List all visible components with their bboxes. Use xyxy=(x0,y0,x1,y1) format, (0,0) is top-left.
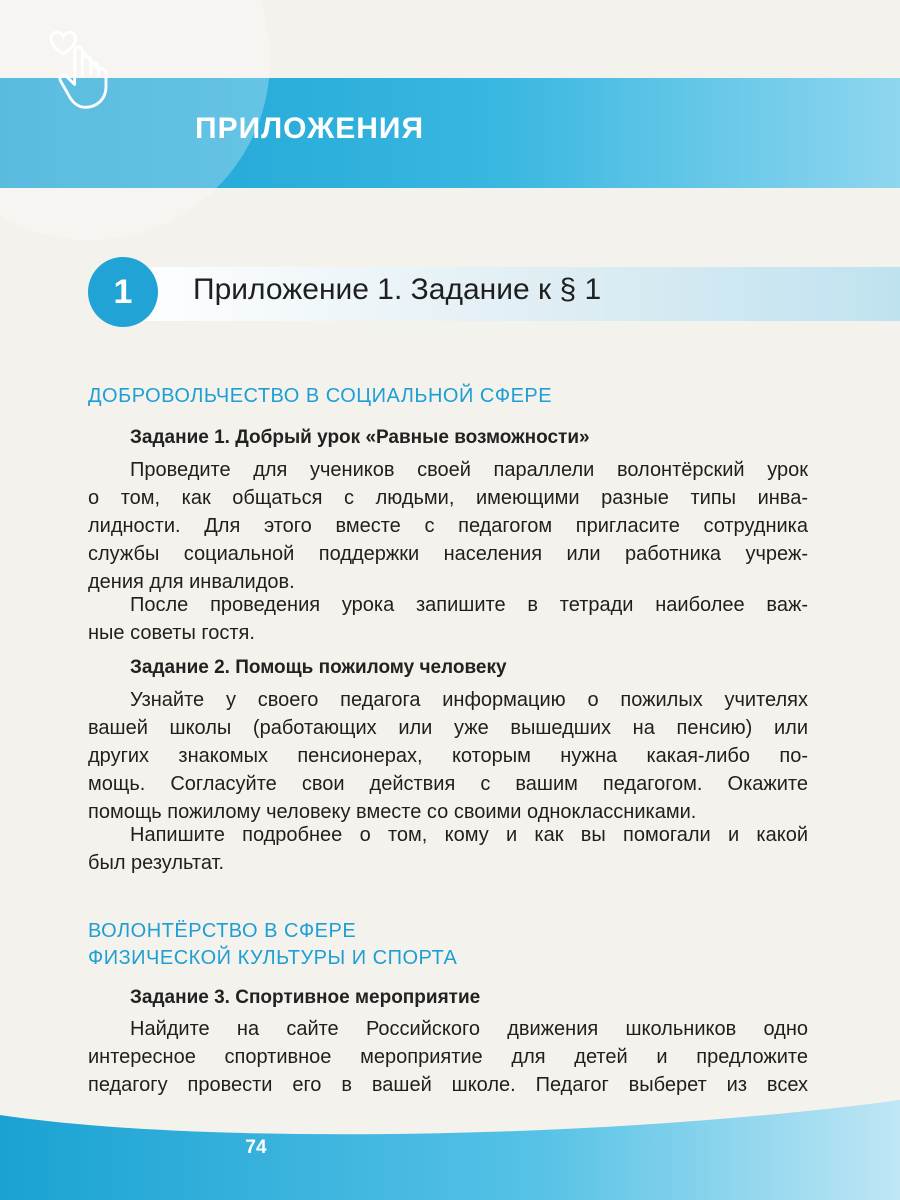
category-heading-line: ФИЗИЧЕСКОЙ КУЛЬТУРЫ И СПОРТА xyxy=(88,947,458,969)
category-heading-line: ВОЛОНТЁРСТВО В СФЕРЕ xyxy=(88,920,357,942)
appendix-heading xyxy=(88,257,900,331)
text-line: мощь. Согласуйте свои действия с вашим педагогом. Окажите xyxy=(88,773,808,795)
task-paragraph xyxy=(88,591,808,647)
text-line: был результат. xyxy=(88,852,225,874)
text-line: Найдите на сайте Российского движения школьников одно xyxy=(130,1018,808,1040)
text-line: интересное спортивное мероприятие для детей и предложите xyxy=(88,1046,808,1068)
task-title: Задание 3. Спортивное мероприятие xyxy=(130,987,481,1008)
task-paragraph xyxy=(88,456,808,596)
footer-wave xyxy=(0,1100,900,1200)
task-paragraph xyxy=(88,1015,808,1099)
text-line: службы социальной поддержки населения или работника учреж- xyxy=(88,543,808,565)
task-paragraph xyxy=(88,686,808,826)
page-number: 74 xyxy=(245,1137,267,1158)
text-line: Проведите для учеников своей параллели волонтёрский урок xyxy=(130,459,808,481)
text-line: педагогу провести его в вашей школе. Педагог выберет из всех xyxy=(88,1074,808,1096)
text-line: помощь пожилому человеку вместе со своими одноклассниками. xyxy=(88,801,697,823)
category-heading-line: ДОБРОВОЛЬЧЕСТВО В СОЦИАЛЬНОЙ СФЕРЕ xyxy=(88,385,553,407)
appendix-title: Приложение 1. Задание к § 1 xyxy=(193,273,602,306)
hand-heart-icon xyxy=(30,18,125,113)
text-line: ные советы гостя. xyxy=(88,622,255,644)
text-line: лидности. Для этого вместе с педагогом пригласите сотрудника xyxy=(88,515,808,537)
appendix-number-badge: 1 xyxy=(88,257,158,327)
text-line: После проведения урока запишите в тетради наиболее важ- xyxy=(130,594,808,616)
section-title: ПРИЛОЖЕНИЯ xyxy=(195,112,425,145)
text-line: вашей школы (работающих или уже вышедших на пенсию) или xyxy=(88,717,808,739)
text-line: других знакомых пенсионерах, которым нужна какая-либо по- xyxy=(88,745,808,767)
task-paragraph xyxy=(88,821,808,877)
task-title: Задание 1. Добрый урок «Равные возможности» xyxy=(130,427,590,448)
text-line: Напишите подробнее о том, кому и как вы помогали и какой xyxy=(130,824,808,846)
text-line: Узнайте у своего педагога информацию о пожилых учителях xyxy=(130,689,808,711)
category-heading xyxy=(88,918,457,972)
text-line: дения для инвалидов. xyxy=(88,571,295,593)
category-heading xyxy=(88,383,552,410)
task-title: Задание 2. Помощь пожилому человеку xyxy=(130,657,507,678)
text-line: о том, как общаться с людьми, имеющими разные типы инва- xyxy=(88,487,808,509)
